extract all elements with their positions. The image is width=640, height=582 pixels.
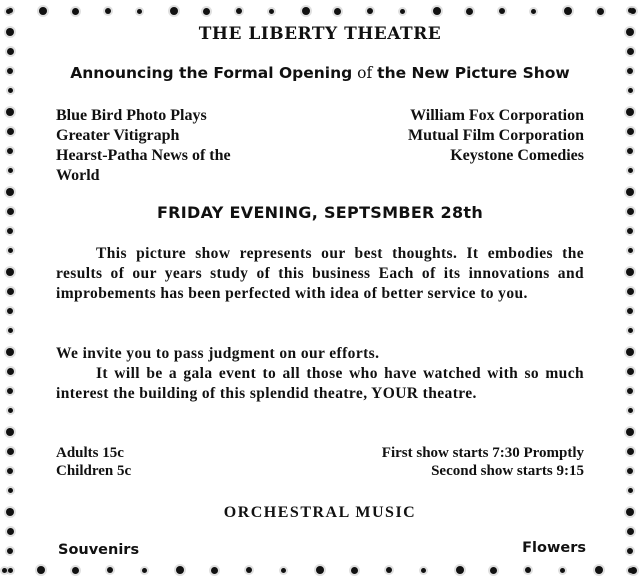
border-dot: [626, 348, 634, 356]
border-dot: [7, 48, 14, 55]
admission-prices: [56, 444, 131, 480]
border-dot: [627, 388, 633, 394]
border-dot: [8, 408, 13, 413]
border-dot: [628, 328, 633, 333]
border-dot: [7, 128, 14, 135]
border-dot: [627, 288, 634, 295]
flowers-label: Flowers: [522, 540, 586, 556]
border-dot: [8, 568, 13, 573]
border-dot: [627, 68, 633, 74]
border-dot: [400, 9, 405, 14]
border-dot: [628, 168, 633, 173]
border-dot: [626, 428, 634, 436]
border-dot: [269, 9, 274, 14]
border-bottom-dots: [0, 563, 640, 577]
border-dot: [334, 8, 341, 15]
border-dot: [236, 8, 242, 14]
border-dot: [367, 8, 373, 14]
border-dot: [203, 8, 210, 15]
border-dot: [72, 567, 79, 574]
price-children: Children 5c: [56, 463, 132, 479]
border-dot: [6, 108, 14, 116]
announcement-part-1: Announcing the Formal Opening: [70, 64, 353, 82]
border-left-dots: [3, 0, 17, 582]
border-dot: [39, 7, 47, 15]
border-dot: [6, 188, 14, 196]
souvenirs-label: Souvenirs: [58, 542, 140, 558]
border-dot: [302, 7, 310, 15]
border-dot: [628, 408, 633, 413]
border-dot: [8, 488, 13, 493]
showtime-first: First show starts 7:30 Promptly: [381, 445, 584, 461]
border-dot: [626, 188, 634, 196]
studio-item: Greater Vitigraph: [56, 127, 180, 144]
border-dot: [7, 228, 13, 234]
border-dot: [626, 28, 634, 36]
border-dot: [137, 9, 142, 14]
border-dot: [7, 288, 14, 295]
border-dot: [595, 566, 603, 574]
gala-text: It will be a gala event to all those who have watched with so much interest the building of this splendid theatre, YOUR theatre.: [56, 365, 584, 402]
border-dot: [7, 548, 13, 554]
border-dot: [72, 8, 79, 15]
border-dot: [246, 567, 252, 573]
studio-item: World: [56, 167, 100, 184]
border-dot: [627, 528, 634, 535]
border-dot: [316, 566, 324, 574]
border-dot: [564, 7, 572, 15]
border-dot: [6, 268, 14, 276]
border-dot: [627, 308, 633, 314]
border-dot: [6, 508, 14, 516]
border-dot: [170, 7, 178, 15]
border-dot: [560, 568, 565, 573]
border-dot: [628, 488, 633, 493]
announcement-line: [52, 64, 588, 82]
announcement-part-3: the New Picture Show: [377, 64, 570, 82]
border-dot: [7, 148, 13, 154]
border-dot: [628, 88, 633, 93]
border-dot: [176, 566, 184, 574]
theatre-title: THE LIBERTY THEATRE: [198, 24, 442, 44]
border-dot: [466, 8, 473, 15]
border-dot: [7, 448, 14, 455]
border-dot: [281, 568, 286, 573]
border-dot: [351, 567, 358, 574]
border-dot: [105, 8, 111, 14]
invite-line: We invite you to pass judgment on our efforts.: [56, 345, 380, 362]
border-dot: [626, 108, 634, 116]
border-dot: [626, 508, 634, 516]
border-dot: [386, 567, 392, 573]
border-dot: [456, 566, 464, 574]
border-dot: [211, 567, 218, 574]
border-dot: [627, 148, 633, 154]
border-dot: [627, 548, 633, 554]
border-dot: [627, 448, 634, 455]
studio-item: Keystone Comedies: [450, 147, 584, 164]
border-dot: [627, 208, 634, 215]
border-dot: [107, 567, 113, 573]
border-dot: [142, 568, 147, 573]
border-dot: [597, 8, 604, 15]
border-dot: [7, 528, 14, 535]
border-dot: [627, 368, 634, 375]
studio-item: Blue Bird Photo Plays: [56, 107, 207, 124]
border-dot: [7, 368, 14, 375]
border-dot: [490, 567, 497, 574]
paragraph-intro: [56, 244, 584, 304]
border-dot: [6, 428, 14, 436]
date-heading: FRIDAY EVENING, SEPTSMBER 28th: [156, 203, 484, 222]
border-right-dots: [623, 0, 637, 582]
border-dot: [7, 468, 13, 474]
border-dot: [433, 7, 441, 15]
border-dot: [499, 8, 505, 14]
border-dot: [531, 9, 536, 14]
border-dot: [8, 88, 13, 93]
border-top-dots: [0, 4, 640, 18]
studio-item: Hearst-Patha News of the: [56, 147, 231, 164]
border-dot: [7, 68, 13, 74]
border-dot: [8, 8, 13, 13]
border-dot: [6, 348, 14, 356]
border-dot: [6, 28, 14, 36]
studio-list-left: [56, 106, 316, 186]
border-dot: [8, 168, 13, 173]
border-dot: [627, 468, 633, 474]
studio-item: Mutual Film Corporation: [408, 127, 584, 144]
border-dot: [7, 388, 13, 394]
border-dot: [7, 208, 14, 215]
border-dot: [628, 568, 633, 573]
border-dot: [8, 328, 13, 333]
showtimes: [382, 444, 584, 480]
paragraph-text: This picture show represents our best thoughts. It embodies the results of our years study of this business Each of its innovations and improbements has been perfected with idea of better service to you.: [56, 245, 584, 302]
showtime-second: Second show starts 9:15: [431, 463, 584, 479]
border-dot: [627, 128, 634, 135]
border-dot: [421, 568, 426, 573]
border-dot: [525, 567, 531, 573]
border-dot: [628, 8, 633, 13]
border-dot: [37, 566, 45, 574]
paragraph-invite: [56, 344, 584, 404]
price-adults: Adults 15c: [56, 445, 124, 461]
border-dot: [628, 248, 633, 253]
studio-item: William Fox Corporation: [410, 107, 584, 124]
border-dot: [626, 268, 634, 276]
border-dot: [7, 308, 13, 314]
announcement-part-2: of: [352, 64, 378, 82]
orchestral-music-heading: ORCHESTRAL MUSIC: [223, 504, 417, 521]
studio-list-right: [324, 106, 584, 166]
border-dot: [627, 228, 633, 234]
border-dot: [627, 48, 634, 55]
border-dot: [8, 248, 13, 253]
